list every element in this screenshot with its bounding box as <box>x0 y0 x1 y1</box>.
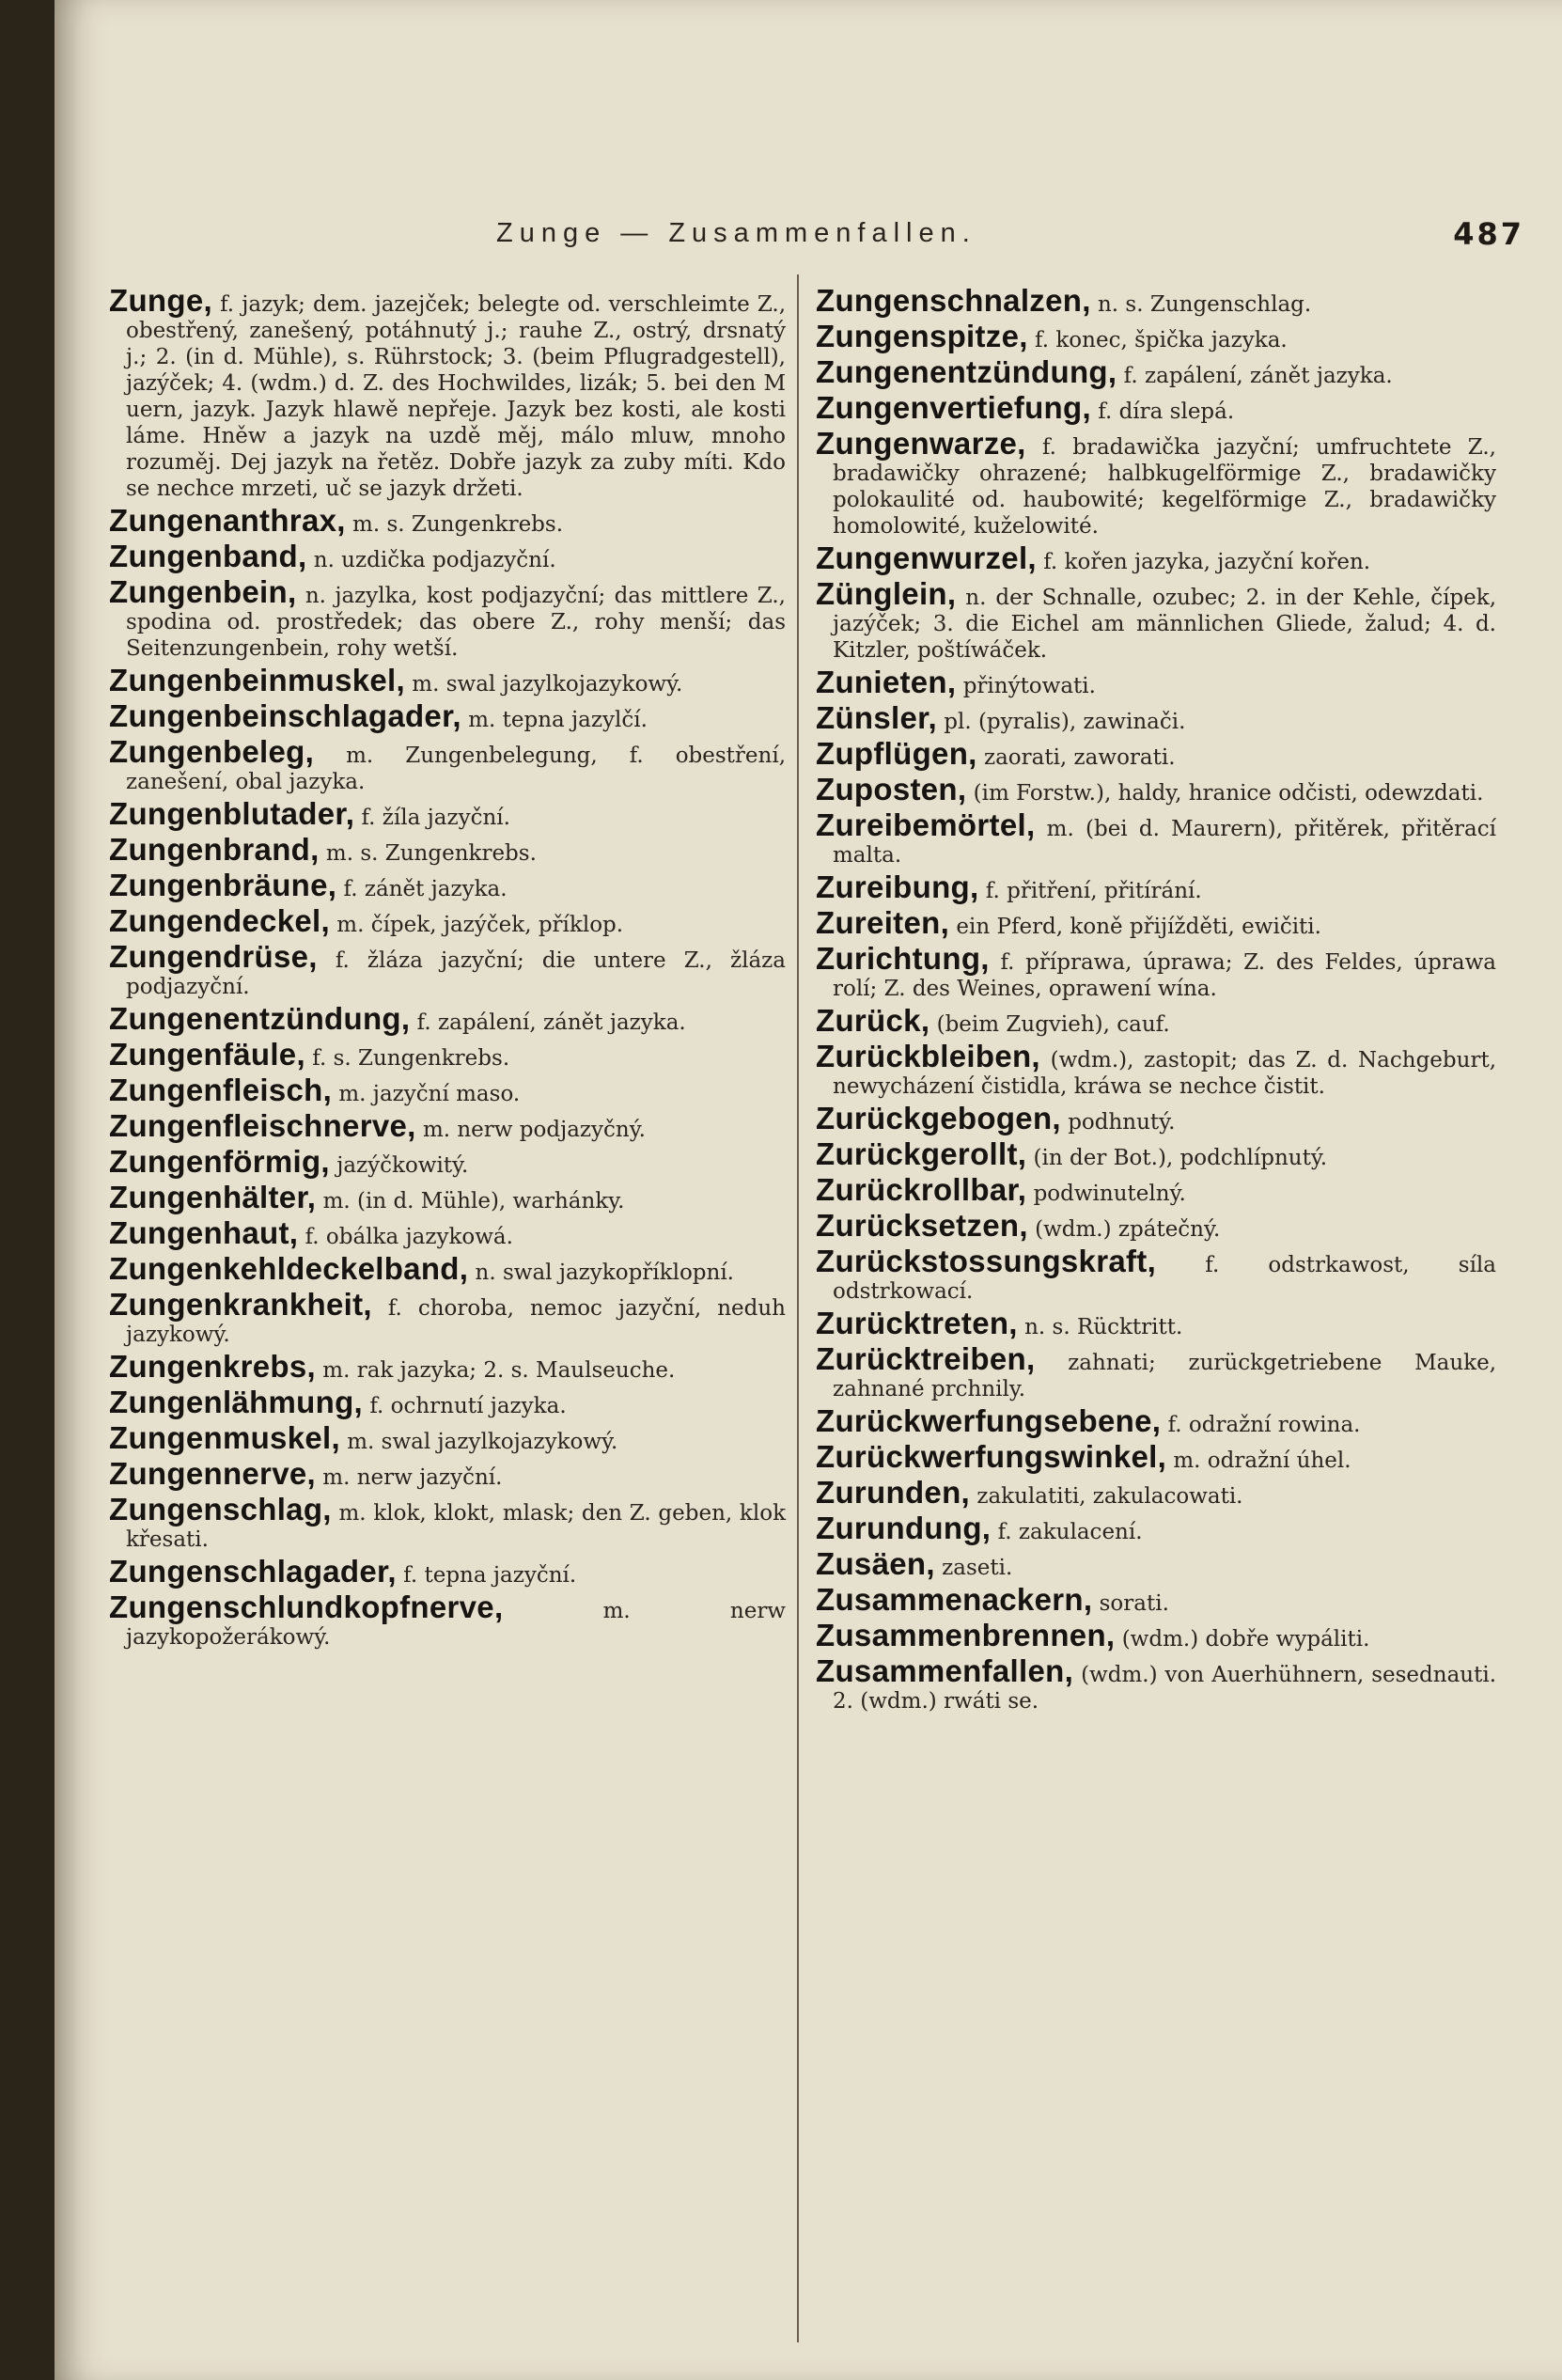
entry-headword: Zungenkehldeckelband, <box>109 1251 469 1286</box>
entry-definition: m. swal jazylkojazykowý. <box>347 1430 618 1454</box>
dictionary-entry <box>816 1511 1496 1545</box>
page-header <box>55 218 1562 256</box>
dictionary-entry <box>816 869 1496 904</box>
page-number: 487 <box>1453 216 1524 252</box>
dictionary-entry <box>816 1653 1497 1715</box>
entry-headword: Zungenspitze, <box>816 319 1028 353</box>
entry-definition: ein Pferd, koně přijížděti, ewičiti. <box>956 915 1321 939</box>
entry-headword: Zusäen, <box>816 1546 935 1581</box>
entry-headword: Zurückbleiben, <box>816 1039 1040 1073</box>
entry-headword: Zusammenbrennen, <box>816 1618 1116 1652</box>
entry-headword: Zungenhaut, <box>109 1215 299 1250</box>
entry-headword: Zureiten, <box>816 905 950 940</box>
entry-definition: podwinutelný. <box>1033 1182 1186 1206</box>
entry-headword: Zureibung, <box>816 869 979 904</box>
entry-definition: zaseti. <box>942 1556 1013 1580</box>
entry-definition: f. příprawa, úprawa; Z. des Feldes, úprawa rolí; Z. des Weines, oprawení wína. <box>833 950 1497 1001</box>
dictionary-entry <box>816 426 1496 540</box>
entry-definition: m. (in d. Mühle), warhánky. <box>322 1189 625 1213</box>
entry-headword: Zungenschnalzen, <box>816 283 1091 318</box>
entry-definition: m. nerw jazyční. <box>322 1465 503 1490</box>
entry-headword: Zurückgebogen, <box>816 1101 1061 1135</box>
dictionary-entry <box>109 903 786 938</box>
entry-definition: zahnati; zurückgetriebene Mauke, zahnané prchnily. <box>833 1351 1497 1401</box>
dictionary-entry <box>109 1108 786 1143</box>
dictionary-entry <box>109 283 787 502</box>
entry-headword: Zungenentzündung, <box>816 354 1117 389</box>
entry-headword: Zunieten, <box>816 665 957 699</box>
dictionary-entry <box>109 698 786 733</box>
entry-definition: (wdm.), zastopit; das Z. d. Nachgeburt, newycházení čistidla, kráwa se nechce čistit. <box>833 1048 1496 1099</box>
dictionary-entry <box>109 1180 786 1214</box>
entry-definition: n. uzdička podjazyční. <box>313 548 556 572</box>
dictionary-entry <box>109 832 786 867</box>
entry-definition: f. žíla jazyční. <box>361 806 510 830</box>
dictionary-entry <box>109 868 786 902</box>
dictionary-entry <box>816 1582 1496 1617</box>
entry-headword: Zungenschlagader, <box>109 1554 397 1589</box>
entry-definition: m. rak jazyka; 2. s. Maulseuche. <box>322 1358 676 1383</box>
dictionary-entry <box>109 1385 786 1419</box>
entry-headword: Zungendeckel, <box>109 903 330 938</box>
dictionary-entry <box>816 1244 1496 1305</box>
entry-definition: f. zakulacení. <box>997 1520 1143 1544</box>
entry-headword: Zungenkrankheit, <box>109 1287 372 1322</box>
entry-headword: Zurücktreiben, <box>816 1341 1036 1376</box>
entry-definition: f. žláza jazyční; die untere Z., žláza podjazyční. <box>126 948 787 999</box>
entry-definition: n. s. Zungenschlag. <box>1097 292 1312 317</box>
entry-definition: pl. (pyralis), zawinači. <box>944 710 1186 734</box>
entry-definition: (beim Zugvieh), cauf. <box>936 1012 1170 1037</box>
dictionary-entry <box>816 540 1496 575</box>
dictionary-entry <box>816 354 1496 389</box>
dictionary-entry <box>109 1144 786 1179</box>
entry-headword: Zungenblutader, <box>109 796 355 831</box>
dictionary-entry <box>816 1039 1496 1100</box>
dictionary-entry <box>109 539 786 573</box>
entry-headword: Zungenvertiefung, <box>816 390 1091 425</box>
dictionary-entry <box>109 1420 786 1455</box>
dictionary-entry <box>816 807 1497 869</box>
right-column <box>816 283 1497 2342</box>
entry-headword: Zungenmuskel, <box>109 1420 340 1455</box>
entry-headword: Zungenbrand, <box>109 832 320 867</box>
entry-headword: Zureibemörtel, <box>816 807 1036 842</box>
dictionary-entry <box>816 941 1497 1002</box>
entry-headword: Zusammenfallen, <box>816 1653 1074 1688</box>
entry-definition: m. s. Zungenkrebs. <box>325 841 537 866</box>
dictionary-entry <box>109 1251 786 1286</box>
entry-definition: (in der Bot.), podchlípnutý. <box>1033 1146 1328 1170</box>
entry-headword: Zunge, <box>109 283 212 318</box>
entry-definition: n. s. Rücktritt. <box>1024 1315 1183 1339</box>
dictionary-entry <box>109 1554 786 1589</box>
dictionary-entry <box>109 939 787 1000</box>
entry-definition: f. jazyk; dem. jazejček; belegte od. verschleimte Z., obestřený, zanešený, potáhnutý j.; rauhe Z., ostrý, drsnatý j.; 2. (in d. Mühle), s. Rührstock; 3. (beim Pflugradgestell), jazýček; 4. (wdm.) d. Z. des Hochwildes, lizák; 5. bei den M uern, jazyk. Jazyk hlawě nepřeje. Jazyk bez kosti, ale kosti láme. Hněw a jazyk na uzdě měj, málo mluw, mnoho rozuměj. Dej jazyk na řetěz. Dobře jazyk za zuby míti. Kdo se nechce mrzeti, uč se jazyk držeti. <box>126 292 787 501</box>
entry-definition: m. tepna jazylčí. <box>468 708 648 732</box>
entry-headword: Zungenschlag, <box>109 1492 332 1527</box>
dictionary-entry <box>109 1456 786 1491</box>
entry-headword: Zurückgerollt, <box>816 1136 1027 1171</box>
dictionary-entry <box>109 1287 786 1348</box>
entry-definition: f. kořen jazyka, jazyční kořen. <box>1043 550 1371 574</box>
dictionary-entry <box>816 905 1496 940</box>
entry-definition: přinýtowati. <box>962 674 1096 698</box>
entry-definition: m. klok, klokt, mlask; den Z. geben, klok křesati. <box>126 1501 787 1552</box>
dictionary-entry <box>109 1349 786 1384</box>
entry-headword: Zurichtung, <box>816 941 990 976</box>
entry-definition: m. (bei d. Maurern), přitěrek, přitěrací malta. <box>833 817 1497 868</box>
dictionary-entry <box>816 1003 1496 1038</box>
entry-headword: Zungenbein, <box>109 574 297 609</box>
dictionary-entry <box>816 1403 1496 1438</box>
entry-definition: f. odstrkawost, síla odstrkowací. <box>833 1253 1496 1304</box>
entry-headword: Zungenwurzel, <box>816 540 1037 575</box>
entry-definition: (im Forstw.), haldy, hranice odčisti, odewzdati. <box>973 781 1484 806</box>
entry-definition: f. přitření, přitírání. <box>985 879 1202 903</box>
dictionary-entry <box>109 1589 786 1651</box>
entry-definition: sorati. <box>1099 1591 1169 1616</box>
entry-definition: f. konec, špička jazyka. <box>1035 328 1288 352</box>
entry-definition: (wdm.) zpátečný. <box>1035 1217 1221 1242</box>
dictionary-entry <box>109 796 786 831</box>
entry-headword: Zuposten, <box>816 772 967 806</box>
entry-definition: f. bradawička jazyční; umfruchtete Z., bradawičky ohrazené; halbkugelförmige Z., bradawičky polokaulité od. haubowité; kegelförmige Z., bradawičky homolowité, kuželowité. <box>833 435 1496 539</box>
entry-definition: f. choroba, nemoc jazyční, neduh jazykowý. <box>126 1296 786 1347</box>
entry-definition: f. zapálení, zánět jazyka. <box>1123 364 1393 388</box>
entry-headword: Zungenwarze, <box>816 426 1026 461</box>
entry-definition: (wdm.) dobře wypáliti. <box>1121 1627 1370 1652</box>
entry-definition: m. jazyční maso. <box>338 1082 521 1106</box>
column-divider <box>797 274 799 2342</box>
entry-headword: Zurückstossungskraft, <box>816 1244 1157 1278</box>
entry-headword: Zurundung, <box>816 1511 992 1545</box>
running-title: Zunge — Zusammenfallen. <box>496 218 976 248</box>
entry-definition: m. s. Zungenkrebs. <box>352 512 564 537</box>
entry-definition: f. ochrnutí jazyka. <box>369 1394 567 1418</box>
dictionary-page <box>55 0 1562 2380</box>
entry-definition: m. Zungenbelegung, f. obestření, zanešení, obal jazyka. <box>126 744 787 794</box>
entry-headword: Zungenlähmung, <box>109 1385 364 1419</box>
entry-headword: Zungennerve, <box>109 1456 316 1491</box>
dictionary-entry <box>109 1073 786 1107</box>
dictionary-entry <box>816 1172 1496 1207</box>
dictionary-entry <box>109 663 786 697</box>
dictionary-entry <box>109 503 786 538</box>
dictionary-entry <box>816 1208 1496 1243</box>
entry-headword: Zungenfäule, <box>109 1037 305 1072</box>
entry-headword: Zünglein, <box>816 576 957 611</box>
entry-headword: Zungenfleisch, <box>109 1073 333 1107</box>
entry-definition: f. zánět jazyka. <box>343 877 508 901</box>
entry-headword: Zurückwerfungswinkel, <box>816 1439 1167 1474</box>
dictionary-entry <box>816 283 1496 318</box>
dictionary-entry <box>109 1215 786 1250</box>
entry-definition: m. nerw jazykopožerákowý. <box>126 1599 786 1650</box>
entry-definition: n. der Schnalle, ozubec; 2. in der Kehle, čípek, jazýček; 3. die Eichel am männlichen Gliede, žalud; 4. d. Kitzler, poštíwáček. <box>833 586 1497 663</box>
entry-headword: Zungenbeleg, <box>109 734 315 769</box>
entry-definition: f. odražní rowina. <box>1167 1413 1361 1437</box>
dictionary-entry <box>816 1475 1496 1510</box>
dictionary-entry <box>816 665 1496 699</box>
dictionary-entry <box>816 736 1496 771</box>
entry-headword: Zungenhälter, <box>109 1180 317 1214</box>
entry-headword: Zurück, <box>816 1003 930 1038</box>
dictionary-entry <box>109 1001 786 1036</box>
entry-headword: Zurückrollbar, <box>816 1172 1027 1207</box>
entry-definition: n. jazylka, kost podjazyční; das mittlere Z., spodina od. prostředek; das obere Z., rohy menší; das Seitenzungenbein, rohy wetší. <box>126 584 786 661</box>
entry-headword: Zungenbeinschlagader, <box>109 698 461 733</box>
dictionary-entry <box>816 772 1496 806</box>
dictionary-entry <box>816 1439 1496 1474</box>
entry-definition: m. čípek, jazýček, příklop. <box>336 913 624 937</box>
entry-headword: Zungenbräune, <box>109 868 337 902</box>
entry-headword: Zungenschlundkopfnerve, <box>109 1589 504 1624</box>
entry-definition: zaorati, zaworati. <box>983 745 1176 770</box>
left-column <box>109 283 787 2342</box>
entry-headword: Zungenförmig, <box>109 1144 330 1179</box>
dictionary-entry <box>816 1341 1497 1402</box>
dictionary-entry <box>816 576 1497 664</box>
entry-headword: Zungenband, <box>109 539 307 573</box>
dictionary-entry <box>816 390 1496 425</box>
entry-headword: Zurunden, <box>816 1475 971 1510</box>
entry-definition: f. tepna jazyční. <box>403 1563 577 1588</box>
dictionary-entry <box>816 1306 1496 1340</box>
entry-headword: Zungenbeinmuskel, <box>109 663 405 697</box>
entry-definition: f. díra slepá. <box>1098 399 1235 424</box>
entry-headword: Zungenanthrax, <box>109 503 346 538</box>
dictionary-entry <box>816 1618 1496 1652</box>
entry-headword: Zungenentzündung, <box>109 1001 411 1036</box>
dictionary-entry <box>109 574 786 662</box>
entry-headword: Zurücktreten, <box>816 1306 1018 1340</box>
entry-headword: Zurückwerfungsebene, <box>816 1403 1162 1438</box>
entry-definition: podhnutý. <box>1068 1110 1176 1135</box>
entry-definition: m. odražní úhel. <box>1173 1448 1351 1473</box>
entry-headword: Zungenfleischnerve, <box>109 1108 416 1143</box>
entry-headword: Zünsler, <box>816 700 937 735</box>
dictionary-entry <box>816 1101 1496 1135</box>
entry-headword: Zungenkrebs, <box>109 1349 316 1384</box>
dictionary-entry <box>816 700 1496 735</box>
entry-definition: f. zapálení, zánět jazyka. <box>416 1010 686 1035</box>
dictionary-entry <box>109 734 787 795</box>
dictionary-entry <box>109 1492 787 1553</box>
entry-definition: n. swal jazykopříklopní. <box>475 1260 734 1285</box>
entry-headword: Zupflügen, <box>816 736 977 771</box>
entry-definition: f. obálka jazykowá. <box>305 1225 513 1249</box>
dictionary-entry <box>816 1546 1496 1581</box>
dictionary-entry <box>816 319 1496 353</box>
dictionary-entry <box>816 1136 1496 1171</box>
dictionary-entry <box>109 1037 786 1072</box>
entry-definition: m. nerw podjazyčný. <box>422 1118 646 1142</box>
entry-definition: m. swal jazylkojazykowý. <box>412 672 683 697</box>
entry-definition: f. s. Zungenkrebs. <box>312 1046 510 1071</box>
entry-headword: Zurücksetzen, <box>816 1208 1028 1243</box>
entry-headword: Zusammenackern, <box>816 1582 1093 1617</box>
entry-definition: (wdm.) von Auerhühnern, sesednauti. 2. (wdm.) rwáti se. <box>833 1663 1497 1714</box>
entry-definition: zakulatiti, zakulacowati. <box>976 1484 1243 1509</box>
entry-headword: Zungendrüse, <box>109 939 318 974</box>
entry-definition: jazýčkowitý. <box>336 1153 469 1178</box>
